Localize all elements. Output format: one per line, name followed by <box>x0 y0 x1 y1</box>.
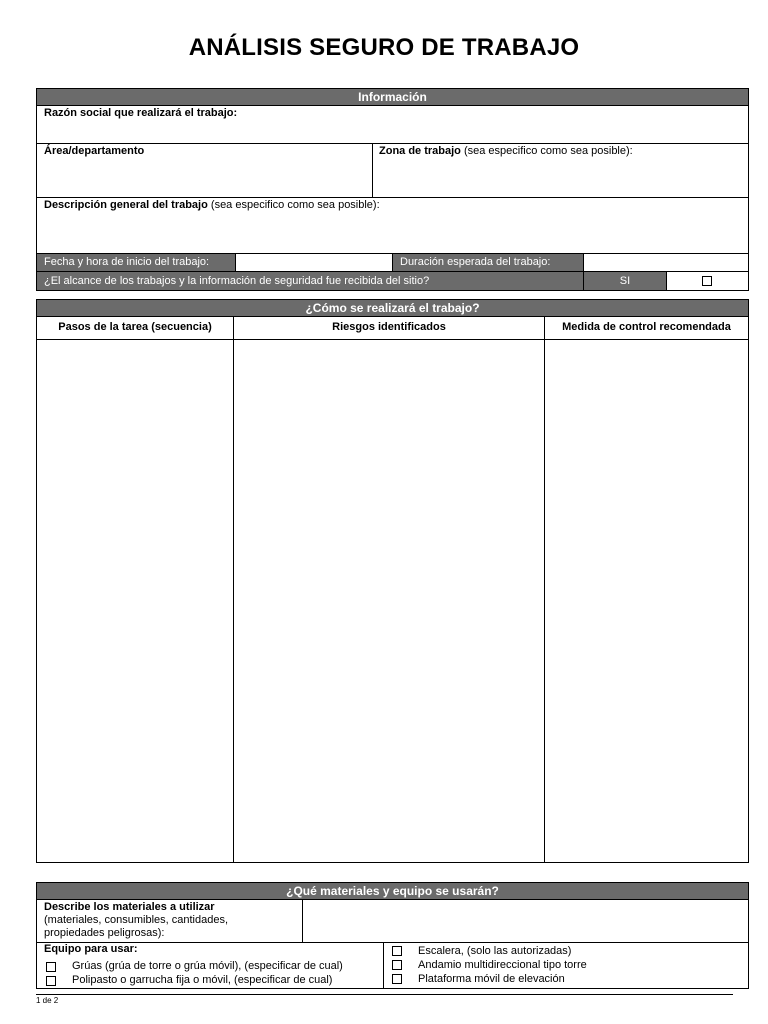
descripcion-field[interactable] <box>37 213 748 253</box>
polipasto-checkbox[interactable] <box>46 976 56 986</box>
divider <box>666 272 667 290</box>
descripcion-note: (sea especifico como sea posible): <box>207 199 380 211</box>
page-title: ANÁLISIS SEGURO DE TRABAJO <box>188 34 580 61</box>
escalera-checkbox[interactable] <box>392 946 402 956</box>
andamio-checkbox[interactable] <box>392 960 402 970</box>
alcance-label: ¿El alcance de los trabajos y la información de seguridad fue recibida del sitio? <box>37 272 583 290</box>
riesgos-field[interactable] <box>234 340 544 862</box>
andamio-label: Andamio multidireccional tipo torre <box>418 959 587 971</box>
info-header: Información <box>37 89 748 106</box>
fecha-label: Fecha y hora de inicio del trabajo: <box>37 254 235 271</box>
divider <box>37 942 748 943</box>
si-label: SI <box>584 272 666 290</box>
describe-label <box>44 901 228 940</box>
equipo-label <box>44 943 138 956</box>
divider <box>383 943 384 988</box>
describe-line2: (materiales, consumibles, cantidades, <box>44 914 229 926</box>
duracion-field[interactable] <box>584 254 748 271</box>
duracion-label: Duración esperada del trabajo: <box>393 254 583 271</box>
como-header: ¿Cómo se realizará el trabajo? <box>37 300 748 317</box>
divider <box>235 254 236 271</box>
col-pasos-header: Pasos de la tarea (secuencia) <box>58 321 212 333</box>
area-label <box>44 145 144 158</box>
polipasto-label: Polipasto o garrucha fija o móvil, (especificar de cual) <box>72 974 333 986</box>
gruas-label: Grúas (grúa de torre o grúa móvil), (especificar de cual) <box>72 960 343 972</box>
plataforma-checkbox[interactable] <box>392 974 402 984</box>
medida-field[interactable] <box>545 340 748 862</box>
area-field[interactable] <box>37 159 372 197</box>
col-medida-header: Medida de control recomendada <box>562 321 731 333</box>
col-riesgos-header: Riesgos identificados <box>332 321 446 333</box>
footer-rule <box>36 994 733 995</box>
area-text: Área/departamento <box>44 145 145 157</box>
zona-bold: Zona de trabajo <box>379 145 461 157</box>
razon-social-text: Razón social que realizará el trabajo: <box>44 107 238 119</box>
page-number: 1 de 2 <box>36 996 59 1005</box>
escalera-label: Escalera, (solo las autorizadas) <box>418 945 572 957</box>
divider <box>37 143 748 144</box>
equipo-text: Equipo para usar: <box>44 943 138 955</box>
gruas-checkbox[interactable] <box>46 962 56 972</box>
si-checkbox[interactable] <box>702 276 712 286</box>
razon-social-field[interactable] <box>37 121 748 143</box>
materiales-header: ¿Qué materiales y equipo se usarán? <box>37 883 748 900</box>
plataforma-label: Plataforma móvil de elevación <box>418 973 565 985</box>
descripcion-label <box>44 199 380 212</box>
zona-label <box>379 145 633 158</box>
descripcion-bold: Descripción general del trabajo <box>44 199 208 211</box>
zona-note: (sea especifico como sea posible): <box>460 145 633 157</box>
describe-bold: Describe los materiales a utilizar <box>44 901 215 913</box>
zona-field[interactable] <box>373 159 748 197</box>
describe-line3: propiedades peligrosas): <box>44 927 165 939</box>
materiales-field[interactable] <box>303 900 748 942</box>
pasos-field[interactable] <box>37 340 233 862</box>
divider <box>37 197 748 198</box>
fecha-field[interactable] <box>236 254 392 271</box>
razon-social-label <box>44 107 237 120</box>
